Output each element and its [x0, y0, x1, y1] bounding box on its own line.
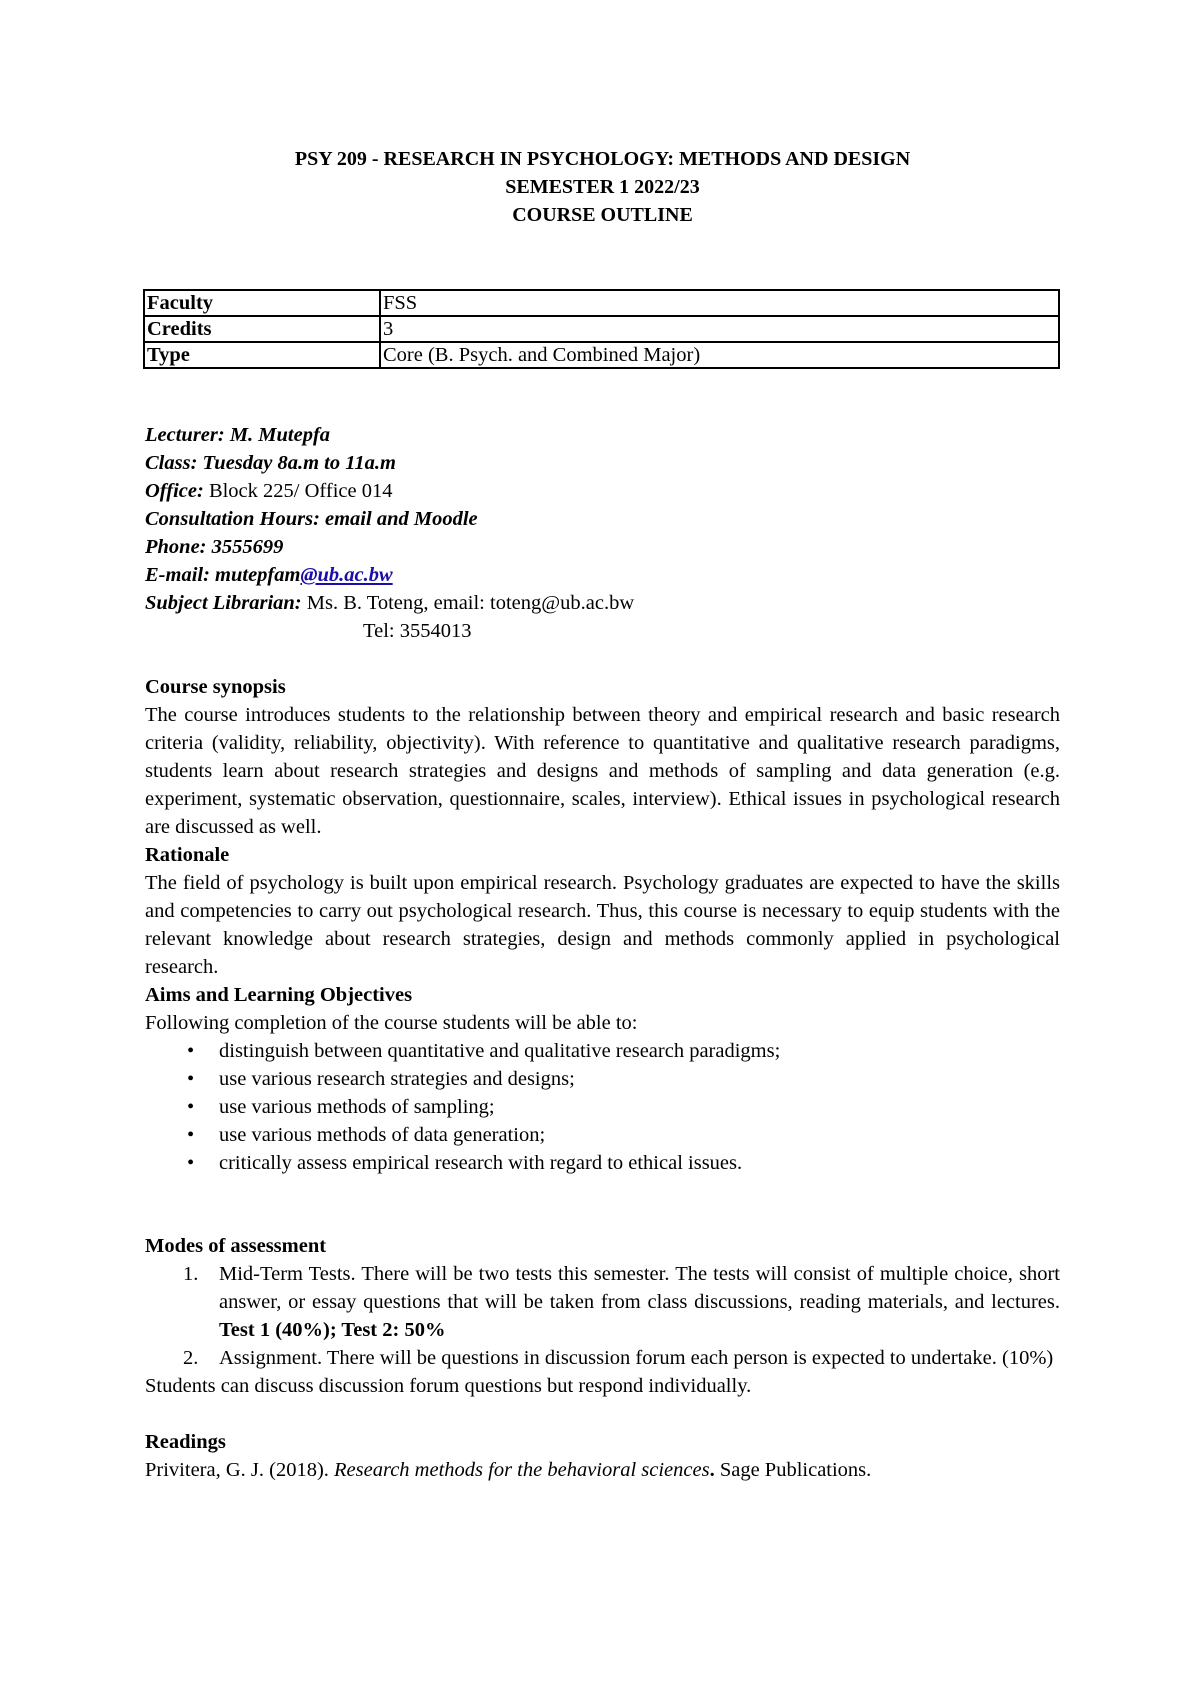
semester-title: SEMESTER 1 2022/23 — [505, 176, 700, 198]
bullet-icon: • — [187, 1124, 195, 1146]
office-label: Office: — [145, 480, 204, 502]
contact-info — [145, 421, 1060, 645]
table-row — [144, 316, 1059, 342]
course-meta-table — [143, 289, 1060, 369]
item-number: 1. — [183, 1263, 199, 1285]
list-item: 1. Mid-Term Tests. There will be two tests this semester. The tests will consist of multiple choice, short answer, or essay questions that will be taken from class discussions, reading materials, and lectures. Test 1 (40%); Test 2: 50% — [145, 1260, 1060, 1344]
item-number: 2. — [183, 1347, 199, 1369]
office-value: Block 225/ Office 014 — [203, 480, 393, 502]
list-item: • critically assess empirical research with regard to ethical issues. — [145, 1149, 1060, 1177]
bullet-icon: • — [187, 1040, 195, 1062]
bullet-icon: • — [187, 1152, 195, 1174]
list-item: • use various methods of data generation; — [145, 1121, 1060, 1149]
rationale-heading: Rationale — [145, 844, 230, 866]
rationale-text: The field of psychology is built upon empirical research. Psychology graduates are expected to have the skills and competencies to carry out psychological research. Thus, this course is necessary to equip students with the relevant knowledge about research strategies, design and methods commonly applied in psychological research. — [145, 872, 1060, 978]
assessment-note: Students can discuss discussion forum questions but respond individually. — [145, 1375, 752, 1397]
table-row — [144, 342, 1059, 368]
class-line: Class: Tuesday 8a.m to 11a.m — [145, 452, 396, 474]
objectives-list — [145, 1037, 1060, 1177]
list-item: • use various methods of sampling; — [145, 1093, 1060, 1121]
course-title: PSY 209 - RESEARCH IN PSYCHOLOGY: METHODS AND DESIGN — [294, 148, 911, 170]
bullet-icon: • — [187, 1096, 195, 1118]
meta-key: Faculty — [144, 290, 380, 316]
phone-line: Phone: 3555699 — [145, 536, 284, 558]
lecturer-line: Lecturer: M. Mutepfa — [145, 424, 331, 446]
meta-key: Credits — [144, 316, 380, 342]
aims-heading: Aims and Learning Objectives — [145, 984, 413, 1006]
librarian-label: Subject Librarian: — [145, 592, 302, 614]
synopsis-heading: Course synopsis — [145, 676, 286, 698]
email-label: E-mail: mutepfam — [145, 564, 301, 586]
list-item: 2. Assignment. There will be questions in discussion forum each person is expected to undertake. (10%) — [145, 1344, 1060, 1372]
librarian-tel: Tel: 3554013 — [363, 620, 472, 642]
document-page — [145, 145, 1060, 1484]
meta-value: 3 — [380, 316, 1059, 342]
assessment-list — [145, 1260, 1060, 1372]
consultation-line: Consultation Hours: email and Moodle — [145, 508, 478, 530]
list-item: • distinguish between quantitative and qualitative research paradigms; — [145, 1037, 1060, 1065]
table-row — [144, 290, 1059, 316]
meta-value: FSS — [380, 290, 1059, 316]
assessment-heading: Modes of assessment — [145, 1235, 327, 1257]
readings-heading: Readings — [145, 1431, 226, 1453]
librarian-value: Ms. B. Toteng, email: toteng@ub.ac.bw — [301, 592, 635, 614]
book-title: Research methods for the behavioral sciences — [334, 1459, 710, 1481]
meta-key: Type — [144, 342, 380, 368]
synopsis-text: The course introduces students to the relationship between theory and empirical research and basic research criteria (validity, reliability, objectivity). With reference to quantitative and qualitative research paradigms, students learn about research strategies and designs and methods of sampling and data generation (e.g. experiment, systematic observation, questionnaire, scales, interview). Ethical issues in psychological research are discussed as well. — [145, 704, 1060, 838]
list-item: • use various research strategies and designs; — [145, 1065, 1060, 1093]
meta-value: Core (B. Psych. and Combined Major) — [380, 342, 1059, 368]
email-link[interactable]: @ub.ac.bw — [300, 564, 393, 586]
test-weights: Test 1 (40%); Test 2: 50% — [219, 1319, 446, 1341]
aims-intro: Following completion of the course students will be able to: — [145, 1012, 638, 1034]
outline-title: COURSE OUTLINE — [512, 204, 693, 226]
reading-citation: Privitera, G. J. (2018). Research methods for the behavioral sciences. Sage Publications. — [145, 1459, 872, 1481]
bullet-icon: • — [187, 1068, 195, 1090]
